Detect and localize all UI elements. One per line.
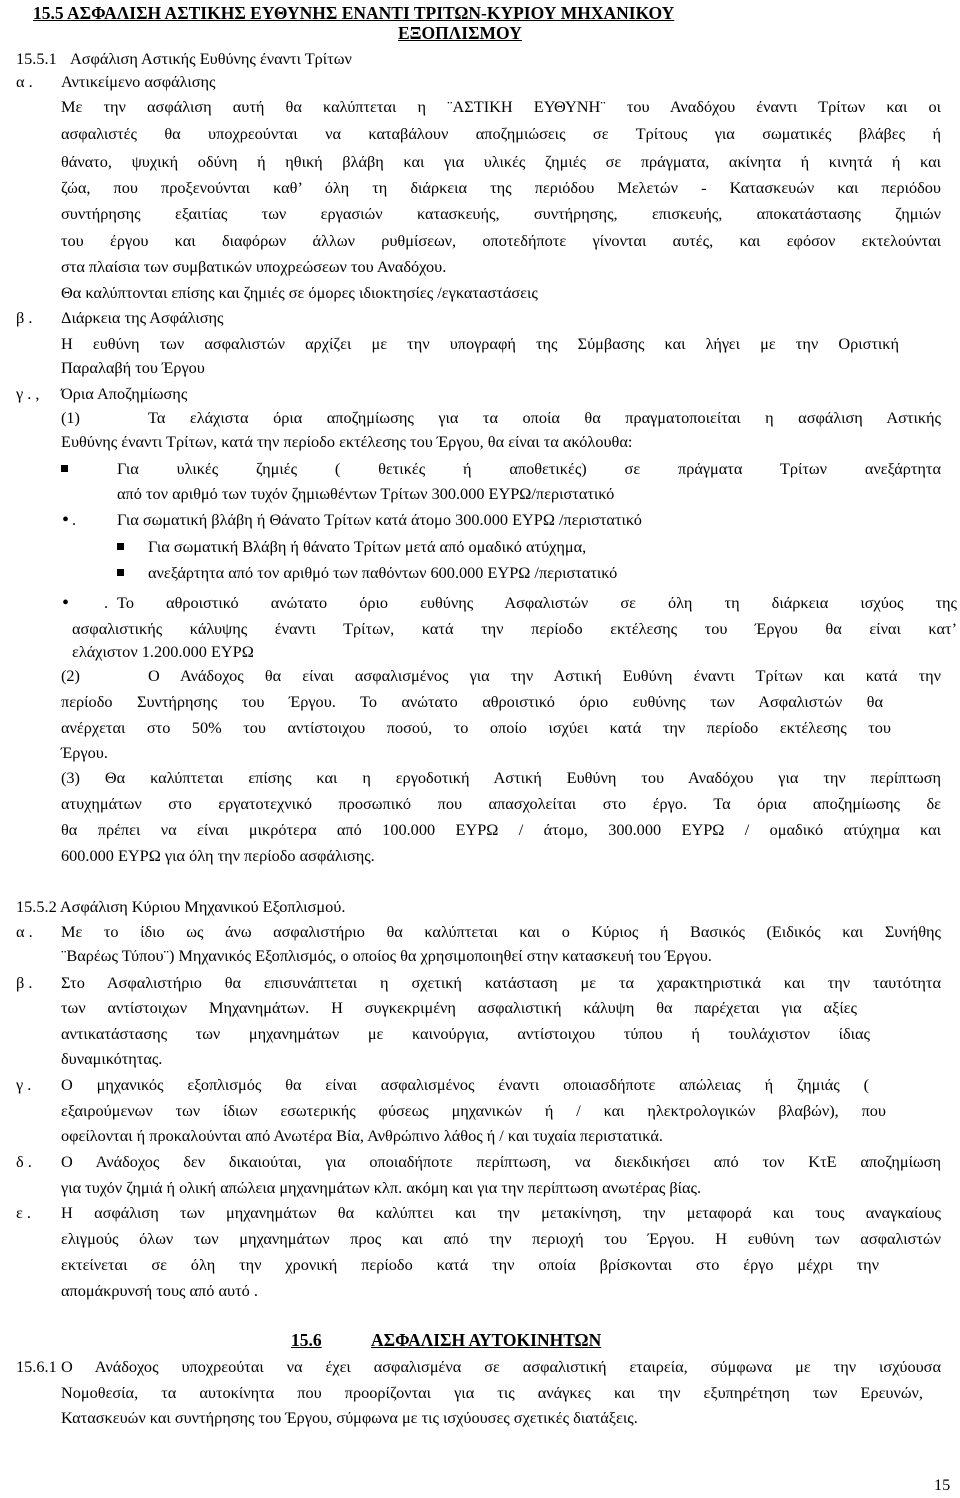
dot-bullet-icon: • [62, 509, 70, 531]
paragraph-line: ατυχημάτων στο εργατοτεχνικό προσωπικό που απασχολείται στο έργο. Τα όρια αποζημίωσης δε [61, 794, 941, 813]
paragraph-line: για τυχόν ζημιά ή ολική απώλεια μηχανημάτων κλπ. ακόμη και για την περίπτωση ανωτέρας βίας. [61, 1178, 702, 1197]
paragraph-line: δυναμικότητας. [61, 1049, 163, 1068]
sub-bullet-line: Για σωματική Βλάβη ή θάνατο Τρίτων μετά από ομαδικό ατύχημα, [148, 537, 587, 556]
paragraph-line: εκτείνεται σε όλη την χρονική περίοδο κατά την οποία βρίσκονται στο έργο μέχρι την [61, 1255, 879, 1274]
subitem-number: (2) [61, 666, 80, 685]
paragraph-line: ελιγμούς όλων των μηχανημάτων προς και από την περιοχή του Έργου. Η ευθύνη των ασφαλιστών [61, 1229, 941, 1248]
sub-bullet-line: ανεξάρτητα από τον αριθμό των παθόντων 600.000 ΕΥΡΩ /περιστατικό [148, 563, 618, 582]
paragraph-line: ανέρχεται στο 50% του αντίστοιχου ποσού, το οποίο ισχύει κατά την περίοδο εκτέλεσης του [61, 718, 891, 737]
paragraph-line: Τα ελάχιστα όρια αποζημίωσης για τα οποία θα πραγματοποιείται η ασφάλιση Αστικής [148, 408, 941, 427]
paragraph-line: συντήρησης εξαιτίας των εργασιών κατασκευής, συντήρησης, επισκευής, αποκατάστασης ζημιών [61, 204, 941, 223]
subsection-number: 15.6.1 [16, 1357, 57, 1376]
paragraph-line: ¨Βαρέως Τύπου¨) Μηχανικός Εξοπλισμός, ο οποίος θα χρησιμοποιηθεί στην κατασκευή του Έργου. [61, 946, 712, 965]
item-label: δ . [16, 1152, 32, 1171]
paragraph-line: Η ασφάλιση των μηχανημάτων θα καλύπτει και την μετακίνηση, την μεταφορά και τους αναγκαίους [61, 1203, 941, 1222]
paragraph-line: Έργου. [61, 743, 108, 762]
item-label: γ . [16, 1075, 32, 1094]
subitem-number: (1) [61, 408, 80, 427]
paragraph-line: θάνατο, ψυχική οδύνη ή ηθική βλάβη και για υλικές ζημιές σε πράγματα, ακίνητα ή κινητά ή και [61, 152, 941, 171]
paragraph-line: Ο Ανάδοχος θα είναι ασφαλισμένος για την Αστική Ευθύνη έναντι Τρίτων και κατά την [148, 666, 941, 685]
paragraph-line: Ο Ανάδοχος δεν δικαιούται, για οποιαδήποτε περίπτωση, να διεκδικήσει από τον ΚτΕ αποζημίωση [61, 1152, 941, 1171]
section-heading-line1: 15.5 ΑΣΦΑΛΙΣΗ ΑΣΤΙΚΗΣ ΕΥΘΥΝΗΣ ΕΝΑΝΤΙ ΤΡΙΤΩΝ-ΚΥΡΙΟΥ ΜΗΧΑΝΙΚΟΥ [33, 3, 675, 23]
section-heading-number: 15.6 [291, 1330, 322, 1350]
page-number: 15 [934, 1475, 951, 1494]
bullet-line: Για σωματική βλάβη ή Θάνατο Τρίτων κατά άτομο 300.000 ΕΥΡΩ /περιστατικό [117, 510, 642, 529]
bullet-line: ελάχιστον 1.200.000 ΕΥΡΩ [72, 642, 254, 661]
square-bullet-icon [61, 459, 68, 479]
item-label-b: β . [16, 308, 33, 327]
paragraph-line: Με το ίδιο ως άνω ασφαλιστήριο θα καλύπτεται και ο Κύριος ή Βασικός (Ειδικός και Συνήθης [61, 922, 941, 941]
paragraph-line: Στο Ασφαλιστήριο θα επισυνάπτεται η σχετική κατάσταση με τα χαρακτηριστικά και την ταυτότητα [61, 973, 941, 992]
bullet-line: από τον αριθμό των τυχόν ζημιωθέντων Τρίτων 300.000 ΕΥΡΩ/περιστατικό [117, 484, 615, 503]
paragraph-line: ζώα, που προξενούνται καθ’ όλη τη διάρκεια της περιόδου Μελετών - Κατασκευών και περιόδου [61, 178, 941, 197]
item-title-g: Όρια Αποζημίωσης [61, 384, 188, 403]
paragraph-line: Νομοθεσία, τα αυτοκίνητα που προορίζονται για τις ανάγκες και την εξυπηρέτηση των Ερευνών, [61, 1383, 923, 1402]
item-label-a: α . [16, 72, 33, 91]
paragraph-line: του έργου και διαφόρων άλλων ρυθμίσεων, οποτεδήποτε γίνονται αυτές, και εφόσον εκτελούνται [61, 231, 941, 250]
paragraph-line: Η ευθύνη των ασφαλιστών αρχίζει με την υπογραφή της Σύμβασης και λήγει με την Οριστική [61, 334, 899, 353]
section-heading-title: ΑΣΦΑΛΙΣΗ ΑΥΤΟΚΙΝΗΤΩΝ [371, 1330, 602, 1350]
paragraph-line: Θα καλύπτονται επίσης και ζημιές σε όμορες ιδιοκτησίες /εγκαταστάσεις [61, 283, 538, 302]
subsection-title: Ασφάλιση Αστικής Ευθύνης έναντι Τρίτων [70, 49, 352, 68]
item-label: ε . [16, 1203, 31, 1222]
bullet-line: ασφαλιστικής κάλυψης έναντι Τρίτων, κατά την περίοδο εκτέλεσης του Έργου θα είναι κατ’ [72, 619, 957, 638]
square-bullet-icon [117, 563, 124, 583]
paragraph-line: Με την ασφάλιση αυτή θα καλύπτεται η ¨ΑΣΤΙΚΗ ΕΥΘΥΝΗ¨ του Αναδόχου έναντι Τρίτων και οι [61, 97, 941, 116]
paragraph-line: Ευθύνης έναντι Τρίτων, κατά την περίοδο εκτέλεσης του Έργου, θα είναι τα ακόλουθα: [61, 432, 633, 451]
square-bullet-icon [117, 537, 124, 557]
item-title-b: Διάρκεια της Ασφάλισης [61, 308, 224, 327]
paragraph-line: στα πλαίσια των συμβατικών υποχρεώσεων του Αναδόχου. [61, 257, 447, 276]
paragraph-line: θα πρέπει να είναι μικρότερα από 100.000 ΕΥΡΩ / άτομο, 300.000 ΕΥΡΩ / ομαδικό ατύχημα και [61, 820, 941, 839]
paragraph-line: Παραλαβή του Έργου [61, 358, 205, 377]
paragraph-line: αντικατάστασης των μηχανημάτων με καινούργια, αντίστοιχου τύπου ή τουλάχιστον ίδιας [61, 1024, 870, 1043]
paragraph-line: απομάκρυνσή τους από αυτό . [61, 1281, 258, 1300]
paragraph-line: περίοδο Συντήρησης του Έργου. Το ανώτατο αθροιστικό όριο ευθύνης των Ασφαλιστών θα [61, 692, 883, 711]
subsection-number: 15.5.1 [16, 49, 57, 68]
bullet-line: Το αθροιστικό ανώτατο όριο ευθύνης Ασφαλιστών σε όλη τη διάρκεια ισχύος της [117, 593, 957, 612]
item-label: β . [16, 973, 33, 992]
paragraph-line: εξαιρούμενων των ίδιων εσωτερικής φύσεως μηχανικών ή / και ηλεκτρολογικών βλαβών), που [61, 1101, 886, 1120]
paragraph-line: Ο μηχανικός εξοπλισμός θα είναι ασφαλισμένος έναντι οποιασδήποτε απώλειας ή ζημιάς ( [61, 1075, 869, 1094]
dot-bullet-icon: • [62, 592, 70, 614]
paragraph-line: Κατασκευών και συντήρησης του Έργου, σύμφωνα με τις ισχύουσες σχετικές διατάξεις. [61, 1408, 638, 1427]
paragraph-line: 600.000 ΕΥΡΩ για όλη την περίοδο ασφάλισης. [61, 846, 375, 865]
paragraph-line: ασφαλιστές θα υποχρεούνται να καταβάλουν αποζημιώσεις σε Τρίτους για σωματικές βλάβες ή [61, 124, 941, 143]
item-label-g: γ . , [16, 384, 40, 403]
paragraph-line: Ο Ανάδοχος υποχρεούται να έχει ασφαλισμένα σε ασφαλιστική εταιρεία, σύμφωνα με την ισχύουσα [61, 1357, 941, 1376]
paragraph-line: των αντίστοιχων Μηχανημάτων. Η συγκεκριμένη ασφαλιστική κάλυψη θα παρέχεται για αξίες [61, 998, 857, 1017]
bullet-line: Για υλικές ζημιές ( θετικές ή αποθετικές) σε πράγματα Τρίτων ανεξάρτητα [117, 459, 941, 478]
paragraph-line: οφείλονται ή προκαλούνται από Ανωτέρα Βία, Ανθρώπινο λάθος ή / και τυχαία περιστατικά. [61, 1126, 663, 1145]
paragraph-line: (3) Θα καλύπτεται επίσης και η εργοδοτική Αστική Ευθύνη του Αναδόχου για την περίπτωση [61, 768, 941, 787]
section-heading-line2: ΕΞΟΠΛΙΣΜΟΥ [398, 23, 522, 43]
subsection-title: 15.5.2 Ασφάλιση Κύριου Μηχανικού Εξοπλισμού. [16, 897, 346, 916]
item-label: α . [16, 922, 33, 941]
item-title-a: Αντικείμενο ασφάλισης [61, 72, 216, 91]
